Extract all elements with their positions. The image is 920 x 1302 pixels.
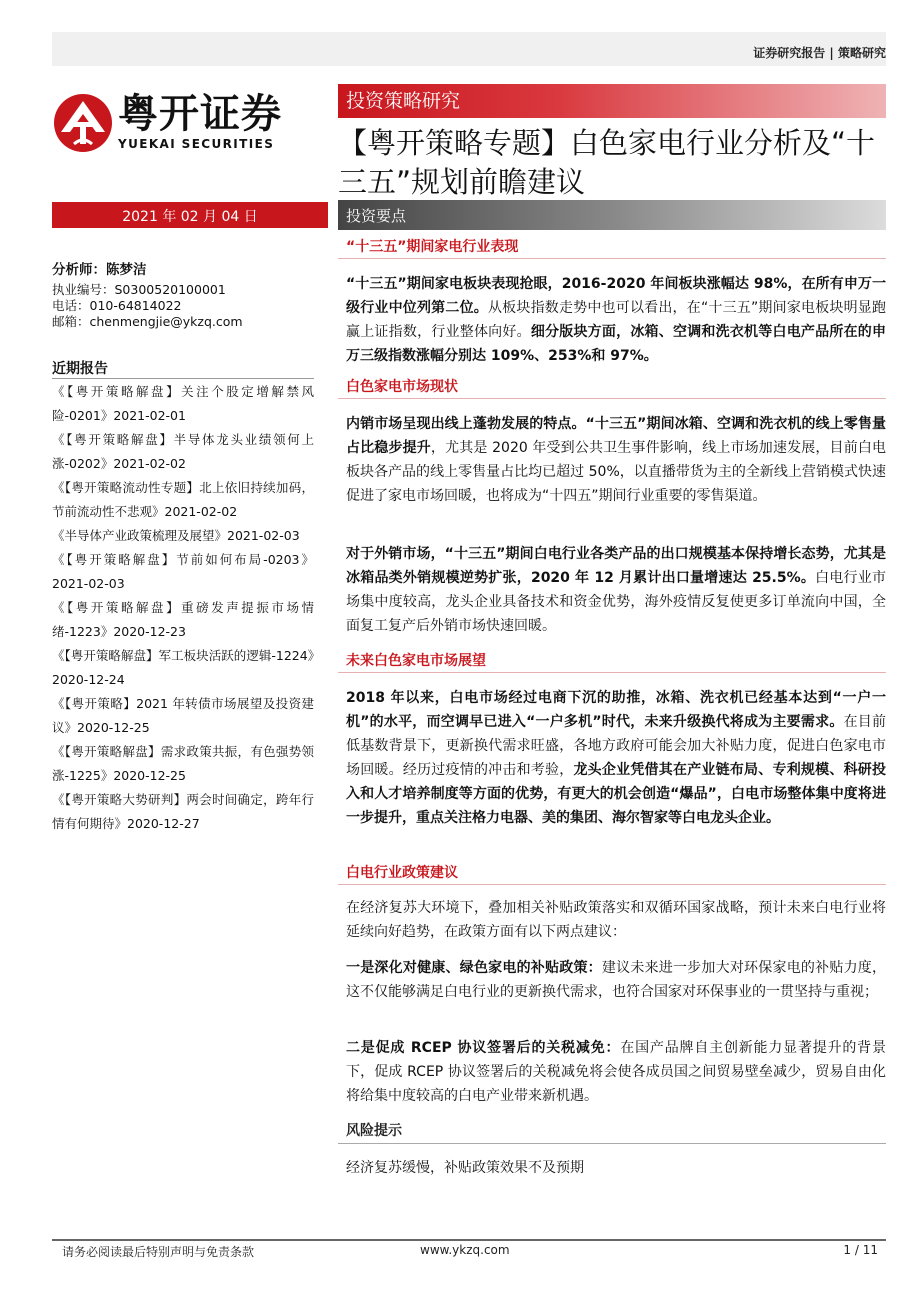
category-label: 投资策略研究 bbox=[346, 90, 461, 112]
bold-text-run: 2018 年以来，白电市场经过电商下沉的助推，冰箱、洗衣机已经基本达到“一户一机”的水平，而空调早已进入“一户多机”时代，未来升级换代将成为主要需求。 bbox=[346, 690, 886, 730]
footer-divider bbox=[52, 1239, 886, 1241]
text-run: 在国产品牌自主创新能力显著提升的背景下，促成 RCEP 协议签署后的关税减免将会使各成员国之间贸易壁垒减少，贸易自由化将给集中度较高的白电产业带来新机遇。 bbox=[346, 1040, 886, 1104]
section-heading: 未来白色家电市场展望 bbox=[346, 653, 486, 669]
logo-chinese: 粤开证券 bbox=[118, 91, 282, 137]
footer-website-link[interactable]: www.ykzq.com bbox=[420, 1243, 510, 1257]
section-paragraph bbox=[346, 896, 886, 944]
section-paragraph bbox=[346, 542, 886, 638]
report-date: 2021 年 02 月 04 日 bbox=[122, 209, 258, 225]
section-divider bbox=[338, 884, 886, 885]
recent-report-item[interactable]: 《【粤开策略解盘】需求政策共振，有色强势领涨-1225》2020-12-25 bbox=[52, 744, 314, 783]
recent-reports-list bbox=[52, 380, 314, 836]
section-paragraph bbox=[346, 686, 886, 830]
recent-report-item[interactable]: 《半导体产业政策梳理及展望》2021-02-03 bbox=[52, 528, 300, 543]
text-run: 白电行业市场集中度较高，龙头企业具备技术和资金优势，海外疫情反复使更多订单流向中国，全面复工复产后外销市场快速回暖。 bbox=[346, 570, 887, 634]
section-paragraph bbox=[346, 272, 886, 368]
recent-reports-heading: 近期报告 bbox=[52, 361, 108, 377]
risk-divider bbox=[338, 1143, 886, 1144]
recent-report-item[interactable]: 《【粤开策略解盘】关注个股定增解禁风险-0201》2021-02-01 bbox=[52, 384, 314, 423]
bold-text-run: 内销市场呈现出线上蓬勃发展的特点。“十三五”期间冰箱、空调和洗衣机的线上零售量占比稳步提升 bbox=[346, 416, 886, 456]
section-paragraph bbox=[346, 1036, 886, 1108]
text-run: 从板块指数走势中也可以看出，在“十三五”期间家电板块明显跑赢上证指数，行业整体向好。 bbox=[346, 300, 887, 340]
text-run: ，尤其是 2020 年受到公共卫生事件影响，线上市场加速发展，目前白电板块各产品的线上零售量占比均已超过 50%，以直播带货为主的全新线上营销模式快速促进了家电市场回暖，也将成为“十四五”期间行业重要的零售渠道。 bbox=[346, 440, 887, 504]
text-run: 在经济复苏大环境下，叠加相关补贴政策落实和双循环国家战略，预计未来白电行业将延续向好趋势，在政策方面有以下两点建议： bbox=[346, 900, 886, 940]
analyst-email: 邮箱：chenmengjie@ykzq.com bbox=[52, 314, 243, 329]
bold-text-run: 一是深化对健康、绿色家电的补贴政策： bbox=[346, 960, 602, 976]
recent-report-item[interactable]: 《【粤开策略流动性专题】北上依旧持续加码，节前流动性不悲观》2021-02-02 bbox=[52, 480, 314, 519]
section-divider bbox=[338, 398, 886, 399]
bold-text-run: 对于外销市场，“十三五”期间白电行业各类产品的出口规模基本保持增长态势，尤其是冰箱品类外销规模逆势扩张，2020 年 12 月累计出口量增速达 25.5%。 bbox=[346, 546, 886, 586]
report-title: 【粤开策略专题】白色家电行业分析及“十三五”规划前瞻建议 bbox=[338, 126, 876, 199]
header-label: 证券研究报告 | 策略研究 bbox=[753, 46, 886, 60]
analyst-info bbox=[52, 262, 332, 330]
section-heading: 白色家电市场现状 bbox=[346, 379, 458, 395]
section-paragraph bbox=[346, 412, 886, 508]
recent-report-item[interactable]: 《【粤开策略解盘】节前如何布局-0203》2021-02-03 bbox=[52, 552, 314, 591]
bold-text-run: “十三五”期间家电板块表现抢眼，2016-2020 年间板块涨幅达 98%，在所有申万一级行业中位列第二位。 bbox=[346, 276, 886, 316]
recent-report-item[interactable]: 《【粤开策略大势研判】两会时间确定，跨年行情有何期待》2020-12-27 bbox=[52, 792, 314, 831]
key-points-banner bbox=[338, 200, 886, 230]
analyst-license: 执业编号：S0300520100001 bbox=[52, 282, 226, 297]
text-run: 建议未来进一步加大对环保家电的补贴力度，这不仅能够满足白电行业的更新换代需求，也符合国家对环保事业的一贯坚持与重视； bbox=[346, 960, 886, 1000]
bold-text-run: 二是促成 RCEP 协议签署后的关税减免： bbox=[346, 1040, 621, 1056]
section-paragraph bbox=[346, 956, 886, 1004]
recent-report-item[interactable]: 《【粤开策略解盘】军工板块活跃的逻辑-1224》2020-12-24 bbox=[52, 648, 314, 687]
footer-disclaimer[interactable]: 请务必阅读最后特别声明与免责条款 bbox=[62, 1245, 255, 1259]
recent-report-item[interactable]: 《【粤开策略】2021 年转债市场展望及投资建议》2020-12-25 bbox=[52, 696, 314, 735]
risk-heading: 风险提示 bbox=[346, 1123, 402, 1139]
logo-english: YUEKAI SECURITIES bbox=[118, 137, 275, 151]
section-divider bbox=[338, 258, 886, 259]
recent-reports-divider bbox=[52, 378, 314, 379]
analyst-name: 分析师：陈梦洁 bbox=[52, 262, 147, 278]
section-divider bbox=[338, 672, 886, 673]
page-number: 1 / 11 bbox=[843, 1243, 878, 1257]
risk-text: 经济复苏缓慢，补贴政策效果不及预期 bbox=[346, 1160, 584, 1176]
recent-report-item[interactable]: 《【粤开策略解盘】半导体龙头业绩领何上涨-0202》2021-02-02 bbox=[52, 432, 314, 471]
section-heading: “十三五”期间家电行业表现 bbox=[346, 239, 519, 255]
text-run: 在目前低基数背景下，更新换代需求旺盛，各地方政府可能会加大补贴力度，促进白色家电市场回暖。经历过疫情的冲击和考验， bbox=[346, 714, 887, 778]
analyst-phone: 电话：010-64814022 bbox=[52, 298, 182, 313]
bold-text-run: 细分版块方面，冰箱、空调和洗衣机等白电产品所在的申万三级指数涨幅分别达 109%、253%和 97%。 bbox=[346, 324, 887, 364]
bold-text-run: 龙头企业凭借其在产业链布局、专利规模、科研投入和人才培养制度等方面的优势，有更大的机会创造“爆品”，白电市场整体集中度将进一步提升，重点关注格力电器、美的集团、海尔智家等白电龙头企业。 bbox=[346, 762, 887, 826]
yuekai-logo-icon bbox=[52, 92, 114, 154]
recent-report-item[interactable]: 《【粤开策略解盘】重磅发声提振市场情绪-1223》2020-12-23 bbox=[52, 600, 314, 639]
key-points-label: 投资要点 bbox=[346, 207, 407, 225]
section-heading: 白电行业政策建议 bbox=[346, 865, 458, 881]
